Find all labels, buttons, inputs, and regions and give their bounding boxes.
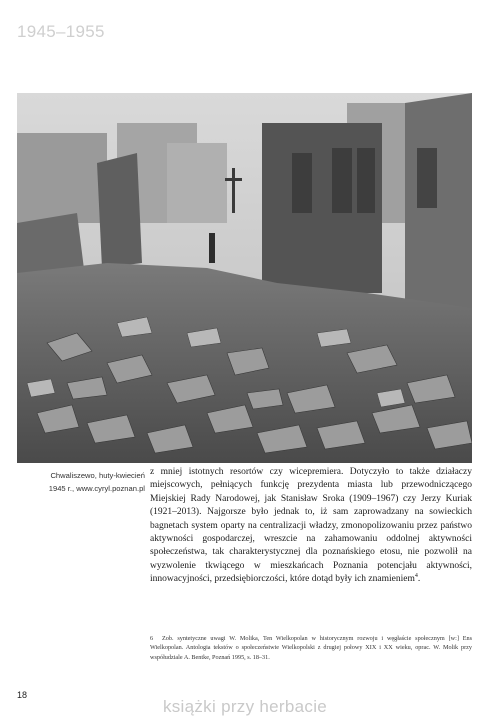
photo-caption — [17, 469, 145, 495]
body-paragraph: z mniej istotnych resortów czy wicepremiera. Dotyczyło to także działaczy miejscowych, pełniących funkcję prezydenta miasta lub przewodniczącego Miejskiej Rady Narodowej, jak Stanisław Sroka (1909–1967) czy Jerzy Kuriak (1921–2013). Najgorsze było jednak to, iż sam zaprowadzany na sowieckich bagnetach system oparty na centralizacji władzy, zmonopolizowaniu przez państwo aktywności gospodarczej, wreszcie na zahamowaniu oddolnej aktywności społeczeństwa, tak charakterystycznej dla poznańskiego etosu, nie pozwolił na wyzwolenie tkwiącego w mieszkańcach Poznania potencjału aktywności, innowacyjności, przedsiębiorczości, które dotąd były ich znamieniem$^4$. — [150, 467, 472, 585]
footnote-number: 6 — [150, 635, 154, 642]
page-number: 18 — [17, 690, 28, 700]
footnote — [150, 634, 472, 662]
caption-line-2: 1945 r., www.cyryl.poznan.pl — [48, 484, 145, 493]
body-text — [150, 466, 472, 587]
body-paragraph-text: z mniej istotnych resortów czy wicepremiera. Dotyczyło to także działaczy miejscowych, pełniących funkcję prezydenta miasta lub przewodniczącego Miejskiej Rady Narodowej, jak Stanisław Sroka (1909–1967) czy Jerzy Kuriak (1921–2013). Najgorsze było jednak to, iż sam zaprowadzany na sowieckich bagnetach system oparty na centralizacji władzy, zmonopolizowaniu przez państwo aktywności gospodarczej, wreszcie na zahamowaniu oddolnej aktywności społeczeństwa, tak charakterystycznej dla poznańskiego etosu, nie pozwolił na wyzwolenie tkwiącego w mieszkańcach Poznania potencjału aktywności, innowacyjności, przedsiębiorczości, które dotąd były ich znamieniem — [150, 467, 472, 585]
watermark: książki przy herbacie — [162, 697, 328, 716]
running-head: 1945–1955 — [17, 22, 105, 41]
caption-line-1: Chwaliszewo, huty-kwiecień — [50, 471, 145, 480]
footnote-text: Zob. syntetyczne uwagi W. Molika, Ten Wielkopolan w historycznym rozwoju i węgłaście społecznym [w:] Ens Wielkopolan. Antologia tekstów o społeczeństwie Wielkopolski z drugiej połowy XIX i XX wieku, oprac. W. Molik przy współudziale A. Bentke, Poznań 1995, s. 18–31. — [150, 635, 472, 661]
footnote-reference: 4 — [414, 573, 418, 580]
ruins-photo — [17, 93, 472, 463]
